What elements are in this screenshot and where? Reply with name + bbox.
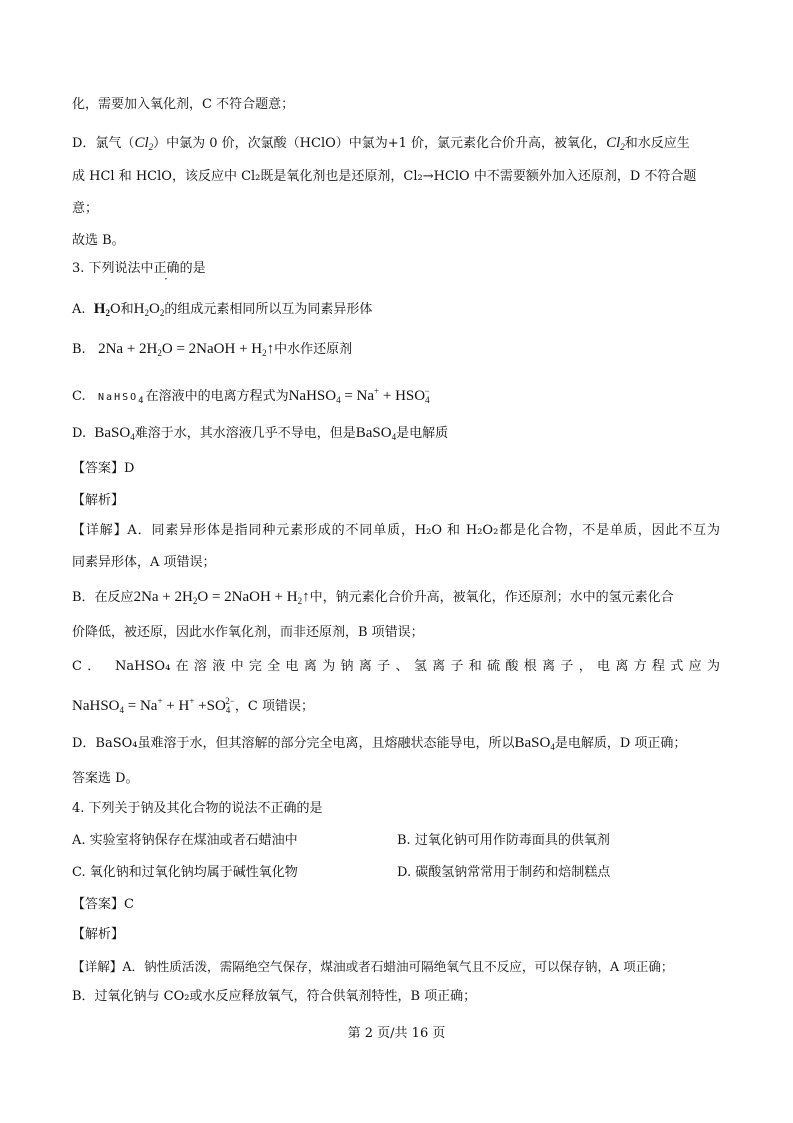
text-line: 同素异形体，A 项错误； bbox=[72, 555, 216, 570]
text: 在溶液中的电离方程式为 bbox=[145, 389, 289, 404]
equation: NaHSO$_4$ = $Na^+ + HSO_4^-$ bbox=[288, 386, 430, 405]
analysis-label: 【解析】 bbox=[72, 927, 125, 942]
text: 和水反应生 bbox=[624, 136, 690, 151]
text-line: B．过氧化钠与 CO₂或水反应释放氧气，符合供氧剂特性，B 项正确； bbox=[72, 989, 477, 1004]
question-stem: 4. 下列关于钠及其化合物的说法不正确的是 bbox=[72, 801, 323, 816]
option-d: D. 碳酸氢钠常常用于制药和焙制糕点 bbox=[397, 865, 611, 880]
text: ，C 项错误； bbox=[234, 699, 314, 714]
text: 3. 下列说法中 bbox=[72, 261, 154, 276]
text: D．BaSO₄虽难溶于水，但其溶解的部分完全电离，且熔融状态能导电，所以 bbox=[72, 736, 515, 751]
analysis-label: 【解析】 bbox=[72, 493, 125, 508]
label: B. bbox=[72, 342, 86, 357]
formula: BaSO$_4$ bbox=[355, 425, 397, 442]
text-line: 化，需要加入氧化剂，C 不符合题意； bbox=[72, 97, 295, 112]
emphasis-text: 正确 bbox=[153, 261, 180, 276]
text-line: 【详解】A．同素异形体是指同种元素形成的不同单质，H₂O 和 H₂O₂都是化合物，不是单质，因此不互为 bbox=[72, 523, 720, 538]
text: O和 bbox=[109, 302, 134, 317]
option-c: C. 氧化钠和过氧化钠均属于碱性氧化物 bbox=[72, 865, 298, 880]
equation: $2Na + 2H_2O$ = 2NaOH + $H_2↑$ bbox=[98, 341, 275, 358]
answer-line: 【答案】D bbox=[72, 461, 135, 476]
text-line: 故选 B。 bbox=[72, 233, 125, 248]
answer-line: 【答案】C bbox=[72, 897, 134, 912]
formula: BaSO$_4$ bbox=[514, 735, 555, 752]
text-line bbox=[72, 692, 314, 719]
option-b bbox=[72, 340, 352, 362]
formula: $Cl_2$ bbox=[134, 135, 154, 152]
text-line bbox=[72, 588, 674, 610]
text: 的组成元素相同所以互为同素异形体 bbox=[164, 302, 373, 317]
text: B．在反应 bbox=[72, 590, 134, 605]
formula: $H_2$ bbox=[93, 301, 110, 318]
text-line: 意； bbox=[72, 201, 99, 216]
option-a bbox=[72, 300, 372, 322]
formula: $H_2O_2$ bbox=[133, 301, 165, 318]
option-d bbox=[72, 424, 448, 446]
text-line: 【详解】A．钠性质活泼，需隔绝空气保存，煤油或者石蜡油可隔绝氧气且不反应，可以保存钠，A 项正确； bbox=[72, 959, 674, 974]
text-line bbox=[72, 734, 686, 756]
formula: NaHSO4 bbox=[98, 392, 146, 406]
equation: $2Na + 2H_2O$ = 2NaOH + $H_2↑$ bbox=[133, 589, 310, 606]
question-stem bbox=[72, 260, 206, 278]
text-line: 成 HCl 和 HClO，该反应中 Cl₂既是氧化剂也是还原剂，Cl₂→HClO 中不需要额外加入还原剂，D 不符合题 bbox=[72, 169, 697, 184]
text-line: 价降低，被还原，因此水作氧化剂，而非还原剂，B 项错误； bbox=[72, 625, 424, 640]
label: D. bbox=[72, 426, 87, 441]
formula: $Cl_2$ bbox=[606, 135, 625, 152]
text-line: 答案选 D。 bbox=[72, 771, 139, 786]
label: C. bbox=[72, 389, 86, 404]
formula: BaSO$_4$ bbox=[94, 425, 135, 442]
text: 是电解质 bbox=[396, 426, 449, 441]
text: 难溶于水，其水溶液几乎不导电，但是 bbox=[134, 426, 356, 441]
label: A. bbox=[72, 302, 86, 317]
equation: NaHSO$_4$ = $Na^+ + H^+ +SO_4^{2-}$ bbox=[72, 696, 235, 715]
text: 的是 bbox=[179, 261, 206, 276]
text: ）中氯为 0 价，次氯酸（HClO）中氯为+1 价，氯元素化合价升高，被氧化， bbox=[153, 136, 607, 151]
text: 中水作还原剂 bbox=[274, 342, 353, 357]
option-b: B. 过氧化钠可用作防毒面具的供氧剂 bbox=[397, 833, 610, 848]
text: D．氯气（ bbox=[72, 136, 135, 151]
page-footer: 第 2 页/共 16 页 bbox=[347, 1026, 446, 1041]
text-line: C． NaHSO₄在溶液中完全电离为钠离子、氢离子和硫酸根离子，电离方程式应为 bbox=[72, 659, 720, 674]
option-a: A. 实验室将钠保存在煤油或者石蜡油中 bbox=[72, 833, 298, 848]
text: 是电解质，D 项正确； bbox=[554, 736, 687, 751]
option-c bbox=[72, 382, 430, 410]
text-line bbox=[72, 134, 690, 156]
text: 中，钠元素化合价升高，被氧化，作还原剂；水中的氢元素化合 bbox=[309, 590, 674, 605]
